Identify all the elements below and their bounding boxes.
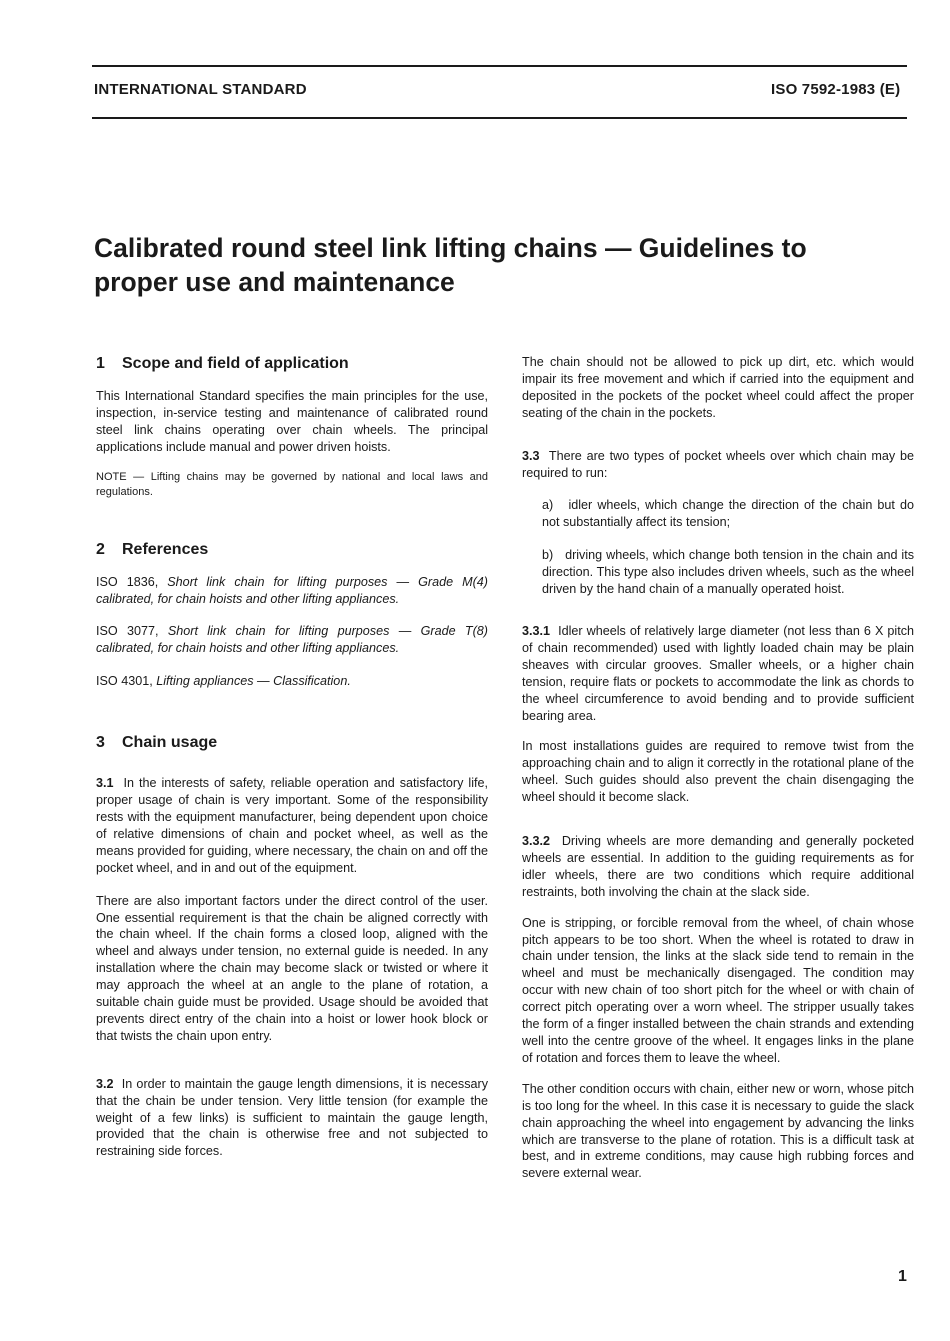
long-pitch-paragraph: The other condition occurs with chain, either new or worn, whose pitch is too long for the wheel. In this case it is necessary to guide the slack chain approaching the wheel into engagement by advancing the links which are transverse to the plane of rotation. This is a difficult task at best, and in extreme conditions, may cause high rubbing forces and severe external wear. xyxy=(522,1081,915,1181)
scope-note: NOTE — Lifting chains may be governed by national and local laws and regulations. xyxy=(96,470,488,498)
list-item-idler-wheels: a) idler wheels, which change the direction of the chain but do not substantially affect its tension; xyxy=(542,498,915,530)
clause-3-1-paragraph: 3.1 In the interests of safety, reliable operation and satisfactory life, proper usage of chain is very important. Some of the responsibility rests with the equipment manufacturer, being dependent upon choice of relative dimensions of chain and pocket wheel, as well as the means provided for guiding, where necessary, the chain on and off the pocket wheel, and in and out of the equipment. xyxy=(96,776,488,875)
dirt-paragraph: The chain should not be allowed to pick up dirt, etc. which would impair its free movement and which if carried into the equipment and deposited in the pockets of the pocket wheel could affect the proper seating of the chain in the pockets. xyxy=(522,355,914,420)
section-2-heading xyxy=(96,540,488,560)
reference-iso-3077: ISO 3077, Short link chain for lifting purposes — Grade T(8) calibrated, for chain hoists and other lifting appliances. xyxy=(96,624,488,656)
section-1-heading xyxy=(96,354,488,374)
top-rule xyxy=(92,65,907,67)
clause-3-1-user-factors: There are also important factors under the direct control of the user. One essential requirement is that the chain be aligned correctly with the chain wheel. If the chain forms a closed loop, aligned with the wheel and always under tension, no external guide is needed. In any installation where the chain may become slack or twisted or where it may approach the wheel at an angle to the plane of rotation, a suitable chain guide must be provided. Usage should be avoided that prevents direct entry of the chain into a hoist or lower hook block or that twists the chain upon entry. xyxy=(96,893,488,1043)
title-line-1: Calibrated round steel link lifting chains — Guidelines to xyxy=(94,233,807,263)
section-3-title: Chain usage xyxy=(122,734,218,752)
right-column xyxy=(522,354,914,1182)
title-line-2: proper use and maintenance xyxy=(94,267,455,297)
header-standard-label: INTERNATIONAL STANDARD xyxy=(94,81,307,98)
header-document-id: ISO 7592-1983 (E) xyxy=(771,81,901,98)
clause-3-3-1-paragraph: 3.3.1 Idler wheels of relatively large diameter (not less than 6 X pitch of chain recommended) used with lightly loaded chain may be plain sheaves with circular grooves. Smaller wheels, or a higher chain tension, require flats or pockets to accommodate the link as chords to the wheel circumference to avoid bending and to provide sufficient bearing area. xyxy=(522,623,915,723)
page-number: 1 xyxy=(898,1268,907,1285)
left-column xyxy=(96,354,488,1160)
clause-3-3-2-paragraph: 3.3.2 Driving wheels are more demanding and generally pocketed wheels are essential. In addition to the guiding requirements as for idler wheels, there are two conditions which require additional restraints, both involving the chain at the slack side. xyxy=(522,834,914,899)
guides-paragraph: In most installations guides are required to remove twist from the approaching chain and to align it correctly in the rotational plane of the wheel. Such guides should also prevent the chain disengaging the wheel should it become slack. xyxy=(522,739,914,805)
section-3-heading xyxy=(96,733,488,753)
section-1-number: 1 xyxy=(96,355,105,372)
section-1-title: Scope and field of application xyxy=(122,355,349,372)
reference-iso-4301: ISO 4301, Lifting appliances — Classification. xyxy=(96,674,351,689)
document-title xyxy=(94,231,914,299)
header-rule xyxy=(92,117,907,119)
list-item-driving-wheels: b) driving wheels, which change both tension in the chain and its direction. This type also includes driven wheels, such as the wheel driven by the hand chain of a manually operated hoist. xyxy=(542,548,915,597)
section-2-title: References xyxy=(122,540,209,558)
section-3-number: 3 xyxy=(96,734,105,752)
clause-3-3-paragraph: 3.3 There are two types of pocket wheels over which chain may be required to run: xyxy=(522,448,914,480)
section-2-number: 2 xyxy=(96,540,105,558)
stripping-paragraph: One is stripping, or forcible removal from the wheel, of chain whose pitch appears to be too short. When the wheel is rotated to draw in chain under tension, the links at the slack side tend to remain in the wheel and must be mechanically disengaged. The condition may occur with new chain of too short pitch for the wheel or with chain of correct pitch operating over a worn wheel. The stripper usually takes the form of a finger installed between the chain strands and extending well into the centre groove of the wheel. It engages links in the plane of rotation and forces them to leave the wheel. xyxy=(522,915,914,1065)
scope-paragraph: This International Standard specifies the main principles for the use, inspection, in-service testing and maintenance of calibrated round steel link chains operating over chain wheels. The principal applications include manual and power driven hoists. xyxy=(96,389,488,454)
clause-3-2-paragraph: 3.2 In order to maintain the gauge length dimensions, it is necessary that the chain be under tension. Very little tension (for example the weight of a few links) is sufficient to maintain the gauge length, provided that the chain is otherwise free and not subjected to restraining side forces. xyxy=(96,1076,489,1159)
reference-iso-1836: ISO 1836, Short link chain for lifting purposes — Grade M(4) calibrated, for chain hoists and other lifting appliances. xyxy=(96,574,488,606)
